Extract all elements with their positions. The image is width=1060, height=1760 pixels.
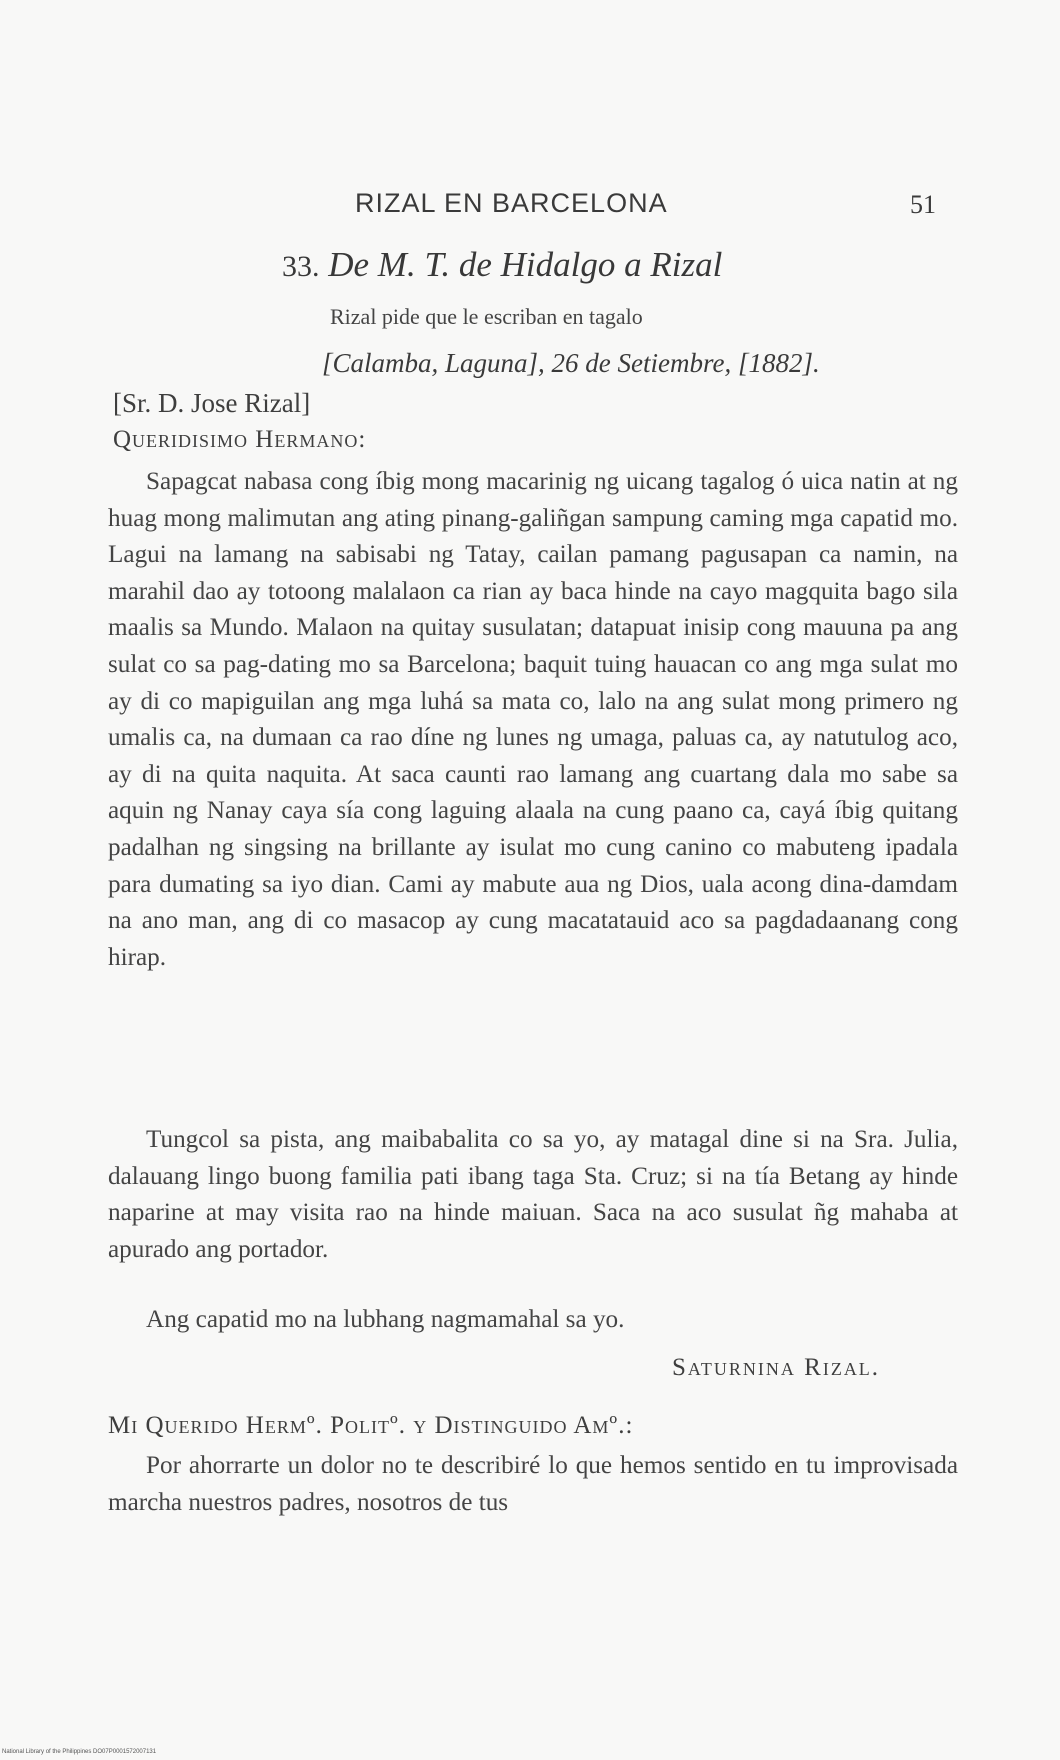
paragraph: Sapagcat nabasa cong íbig mong macarinig ng uicang tagalog ó uica natin at ng huag mong malimutan ang ating pinang-galiñgan sampung caming mga capatid mo. Lagui na lamang na sabisabi ng Tatay, cailan pamang pagusapan ca namin, na marahil dao ay totoong malalaon ca rian ay baca hinde na cayo magquita bago sila maalis sa Mundo. Malaon na quitay susulatan; datapuat inisip cong mauuna pa ang sulat co sa pag-dating mo sa Barcelona; baquit tuing hauacan co ang mga sulat mo ay di co mapiguilan ang mga luhá sa mata co, lalo na ang sulat mong primero ng umalis ca, na dumaan ca rao díne ng lunes ng umaga, paluas ca, ay natutulog aco, ay di na quita naquita. At saca caunti rao lamang ang cuartang dala mo sabe sa aquin ng Nanay caya sía cong laguing alaala na cung paano ca, cayá íbig quitang padalhan ng singsing na brillante ay isulat mo cung canino co mabuteng ipadala para dumating sa iyo dian. Cami ay mabute aua ng Dios, uala acong dina-damdam na ano man, ang di co masacop ay cung macatatauid aco sa pagdadaanang cong hirap. [108, 468, 958, 971]
page-number: 51 [910, 190, 936, 219]
letter-body-paragraph-2 [108, 1122, 958, 1268]
place-date: [Calamba, Laguna], 26 de Setiembre, [1882]. [322, 348, 820, 378]
paragraph: Por ahorrarte un dolor no te describiré lo que hemos sentido en tu improvisada marcha nuestros padres, nosotros de tus [108, 1452, 958, 1516]
letter-number: 33. [282, 250, 320, 283]
running-title: RIZAL EN BARCELONA [355, 188, 668, 218]
letter-body-paragraph-1 [108, 464, 958, 976]
library-stamp: National Library of the Philippines DO07P0001572007131 [2, 1749, 157, 1755]
letter-subtitle: Rizal pide que le escriban en tagalo [330, 304, 643, 329]
next-letter-paragraph [108, 1448, 958, 1521]
signature: Saturnina Rizal. [672, 1354, 881, 1381]
addressee: [Sr. D. Jose Rizal] [113, 388, 311, 418]
letter-closing [108, 1302, 958, 1339]
next-letter-salutation: Mi Querido Hermº. Politº. y Distinguido Amº.: [108, 1412, 634, 1439]
paragraph: Tungcol sa pista, ang maibabalita co sa yo, ay matagal dine si na Sra. Julia, dalauang lingo buong familia pati ibang taga Sta. Cruz; si na tía Betang ay hinde naparine at may visita rao na hinde maiuan. Saca na aco susulat ñg mahaba at apurado ang portador. [108, 1126, 958, 1263]
letter-title: De M. T. de Hidalgo a Rizal [328, 245, 723, 284]
salutation: Queridisimo Hermano: [113, 426, 367, 453]
paragraph: Ang capatid mo na lubhang nagmamahal sa yo. [146, 1306, 625, 1333]
letter-heading [282, 245, 722, 285]
